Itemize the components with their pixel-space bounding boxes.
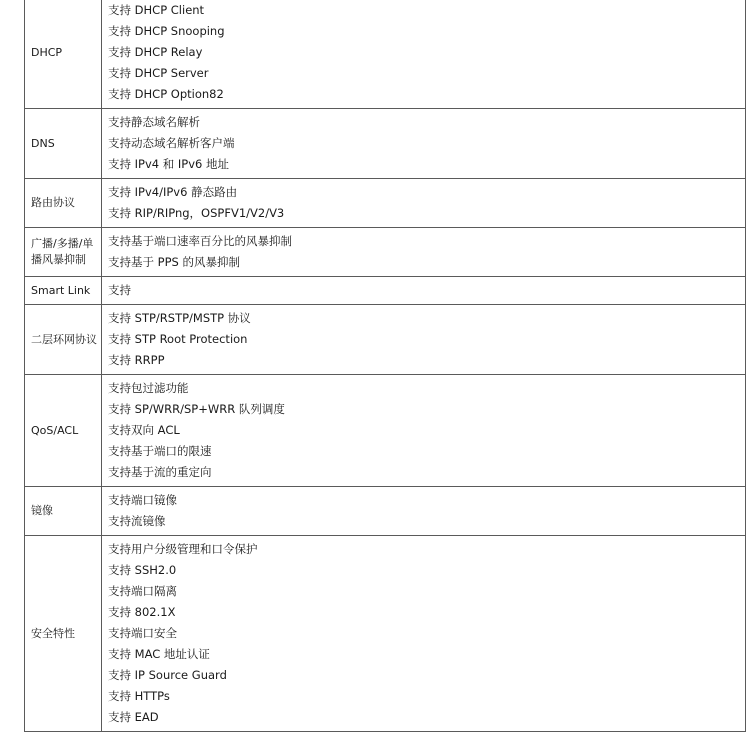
feature-item: 支持 SP/WRR/SP+WRR 队列调度	[108, 402, 285, 416]
table-row	[25, 487, 746, 536]
features-cell	[102, 277, 746, 305]
feature-item: 支持 RIP/RIPng，OSPFV1/V2/V3	[108, 206, 285, 220]
spec-table-body	[25, 0, 746, 732]
category-cell: DHCP	[25, 0, 102, 109]
feature-item: 支持 STP/RSTP/MSTP 协议	[108, 311, 251, 325]
feature-item: 支持 DHCP Relay	[108, 45, 203, 59]
table-row	[25, 305, 746, 375]
feature-item: 支持 SSH2.0	[108, 563, 177, 577]
table-row	[25, 228, 746, 277]
feature-item: 支持基于端口速率百分比的风暴抑制	[108, 234, 292, 248]
category-cell: 路由协议	[25, 179, 102, 228]
feature-item: 支持 IP Source Guard	[108, 668, 227, 682]
category-cell: 广播/多播/单播风暴抑制	[25, 228, 102, 277]
feature-item: 支持包过滤功能	[108, 381, 189, 395]
feature-item: 支持动态域名解析客户端	[108, 136, 235, 150]
feature-item: 支持 DHCP Server	[108, 66, 209, 80]
table-row	[25, 375, 746, 487]
feature-item: 支持 DHCP Client	[108, 3, 205, 17]
category-cell: 安全特性	[25, 536, 102, 732]
category-cell: 镜像	[25, 487, 102, 536]
feature-item: 支持	[108, 283, 131, 297]
features-cell	[102, 487, 746, 536]
feature-item: 支持 DHCP Snooping	[108, 24, 225, 38]
feature-item: 支持用户分级管理和口令保护	[108, 542, 258, 556]
feature-item: 支持 DHCP Option82	[108, 87, 224, 101]
table-row	[25, 277, 746, 305]
features-cell	[102, 109, 746, 179]
feature-item: 支持流镜像	[108, 514, 166, 528]
category-cell: DNS	[25, 109, 102, 179]
table-row	[25, 0, 746, 109]
table-row	[25, 179, 746, 228]
features-cell	[102, 305, 746, 375]
feature-item: 支持双向 ACL	[108, 423, 180, 437]
feature-item: 支持 802.1X	[108, 605, 176, 619]
feature-item: 支持静态域名解析	[108, 115, 200, 129]
feature-item: 支持 IPv4 和 IPv6 地址	[108, 157, 230, 171]
category-cell: 二层环网协议	[25, 305, 102, 375]
table-row	[25, 109, 746, 179]
features-cell	[102, 536, 746, 732]
feature-item: 支持 MAC 地址认证	[108, 647, 210, 661]
feature-item: 支持基于流的重定向	[108, 465, 212, 479]
features-cell	[102, 179, 746, 228]
feature-item: 支持 STP Root Protection	[108, 332, 248, 346]
feature-item: 支持基于端口的限速	[108, 444, 212, 458]
features-cell	[102, 0, 746, 109]
feature-item: 支持 EAD	[108, 710, 159, 724]
feature-item: 支持 RRPP	[108, 353, 165, 367]
features-cell	[102, 228, 746, 277]
feature-item: 支持端口安全	[108, 626, 177, 640]
feature-item: 支持端口隔离	[108, 584, 177, 598]
feature-item: 支持基于 PPS 的风暴抑制	[108, 255, 240, 269]
table-row	[25, 536, 746, 732]
feature-item: 支持 IPv4/IPv6 静态路由	[108, 185, 238, 199]
features-cell	[102, 375, 746, 487]
spec-table	[24, 0, 746, 732]
feature-item: 支持 HTTPs	[108, 689, 170, 703]
feature-item: 支持端口镜像	[108, 493, 177, 507]
category-cell: Smart Link	[25, 277, 102, 305]
category-cell: QoS/ACL	[25, 375, 102, 487]
